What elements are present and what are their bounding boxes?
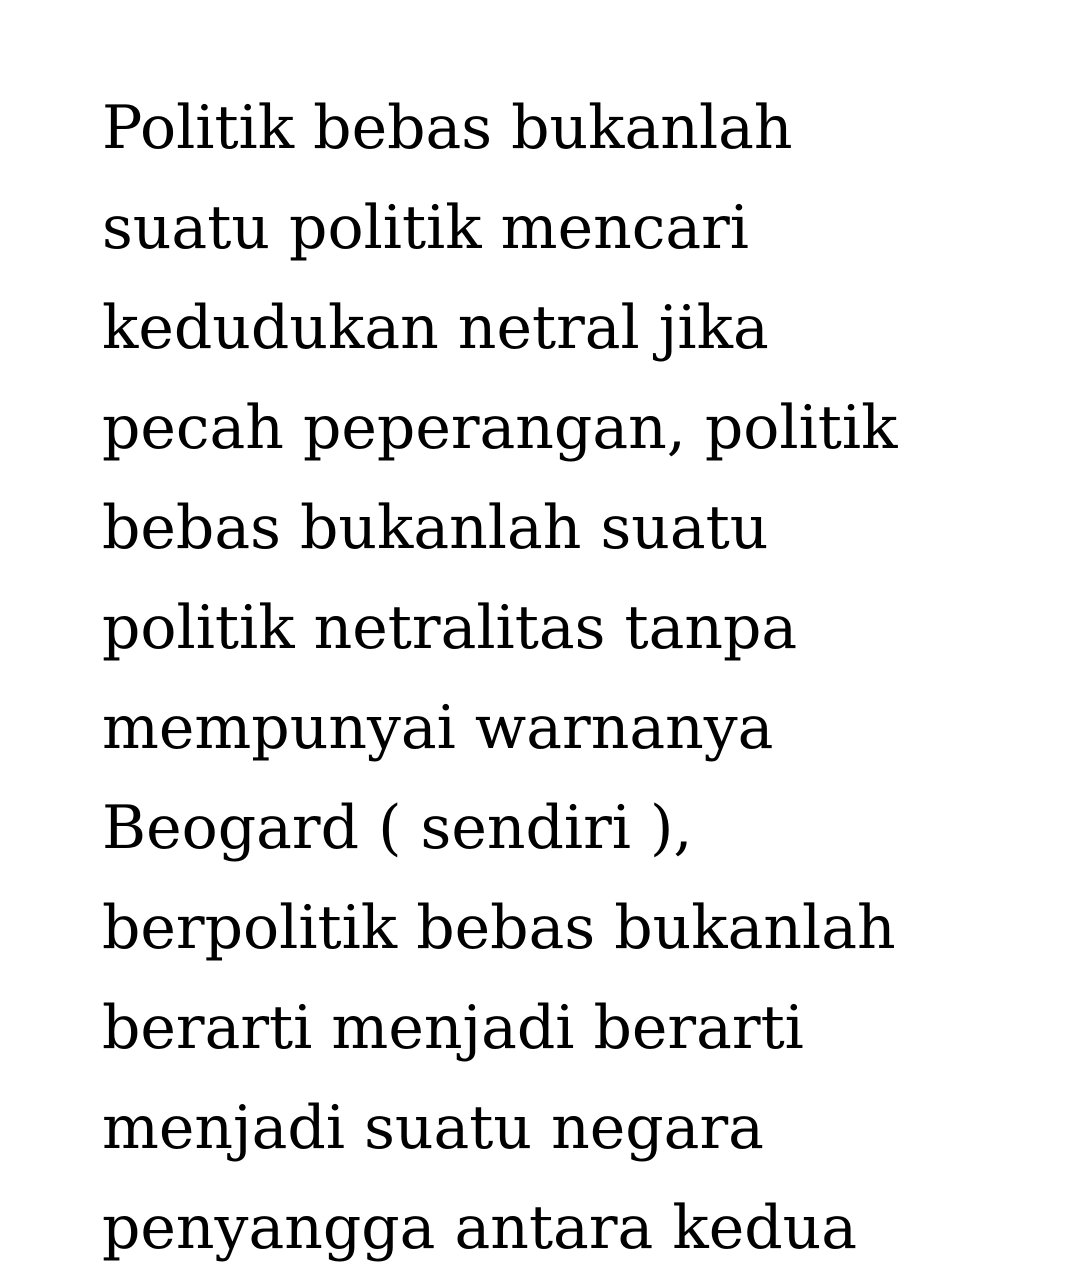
text-line: suatu politik mencari xyxy=(102,193,749,263)
text-line: bebas bukanlah suatu xyxy=(102,493,769,563)
text-line: kedudukan netral jika xyxy=(102,293,769,363)
text-line: penyangga antara kedua xyxy=(102,1193,858,1263)
text-line: berarti menjadi berarti xyxy=(102,993,804,1063)
text-line: berpolitik bebas bukanlah xyxy=(102,893,896,963)
body-paragraph xyxy=(102,78,1042,1278)
text-line: politik netralitas tanpa xyxy=(102,593,798,663)
text-line: menjadi suatu negara xyxy=(102,1093,764,1163)
text-line: Politik bebas bukanlah xyxy=(102,93,793,163)
text-line: mempunyai warnanya xyxy=(102,693,774,763)
text-line: pecah peperangan, politik xyxy=(102,393,898,463)
text-line: Beogard ( sendiri ), xyxy=(102,793,693,863)
